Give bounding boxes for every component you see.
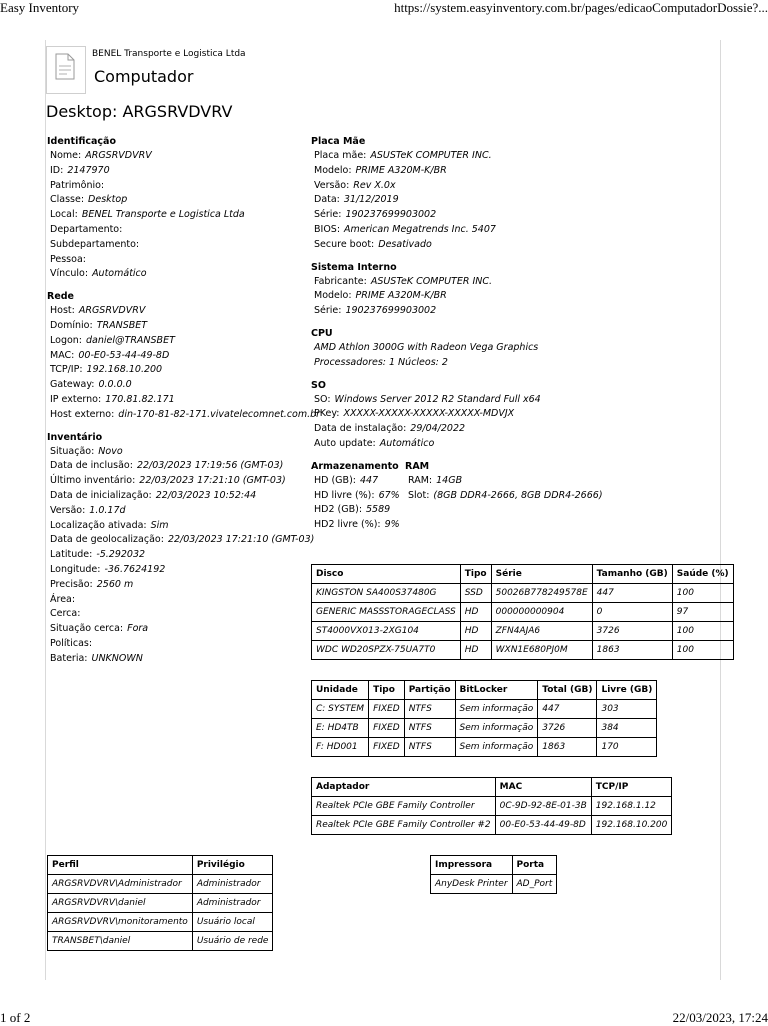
table-cell: HD	[460, 622, 491, 641]
field-value: 2560 m	[96, 578, 134, 590]
field-label: MAC:	[50, 349, 75, 361]
field-row	[47, 267, 307, 282]
field-label: Subdepartamento:	[50, 238, 140, 250]
field-label: HD2 livre (%):	[314, 519, 381, 531]
table-cell: Sem informação	[455, 738, 538, 757]
page-counter: 1 of 2	[0, 1010, 31, 1025]
field-value: Rev X.0x	[353, 179, 396, 191]
field-label: Cerca:	[50, 608, 81, 620]
field-label: Versão:	[50, 504, 86, 516]
field-row	[47, 304, 307, 319]
storage-ram-block	[311, 459, 691, 535]
table-cell: 100	[672, 641, 733, 660]
table-cell: Sem informação	[455, 719, 538, 738]
field-label: Vínculo:	[50, 268, 89, 280]
printers-table	[430, 855, 557, 894]
field-value: daniel@TRANSBET	[86, 334, 175, 346]
inventario-rows	[47, 445, 315, 667]
field-label: Pessoa:	[50, 253, 86, 265]
table-row	[312, 700, 657, 719]
table-cell: AD_Port	[512, 875, 557, 894]
field-value: 192.168.10.200	[86, 364, 163, 376]
table-row	[48, 932, 273, 951]
field-row	[47, 334, 307, 349]
field-value: ARGSRVDVRV	[85, 150, 152, 161]
field-value: 31/12/2019	[343, 194, 399, 206]
table-header-row	[312, 565, 734, 584]
table-cell: AnyDesk Printer	[431, 875, 513, 894]
table-cell: FIXED	[369, 700, 405, 719]
field-row	[47, 504, 307, 519]
field-row	[47, 408, 321, 423]
table-cell: Administrador	[192, 894, 273, 913]
column-header: Partição	[404, 681, 455, 700]
table-cell: WDC WD20SPZX-75UA7T0	[312, 641, 461, 660]
table-cell: 3726	[592, 622, 672, 641]
table-cell: TRANSBET\daniel	[48, 932, 193, 951]
table-cell: Usuário de rede	[192, 932, 273, 951]
field-row	[47, 363, 307, 378]
right-column	[311, 134, 691, 535]
field-label: Versão:	[314, 179, 350, 191]
column-header: Total (GB)	[538, 681, 597, 700]
field-value: Windows Server 2012 R2 Standard Full x64	[334, 393, 541, 405]
field-label: Precisão:	[50, 578, 93, 590]
field-row	[47, 193, 307, 208]
field-label: BIOS:	[314, 223, 341, 235]
table-cell: ZFN4AJA6	[491, 622, 592, 641]
field-label: Data:	[314, 194, 340, 206]
field-row	[47, 459, 307, 474]
table-cell: NTFS	[404, 700, 455, 719]
table-row	[48, 913, 273, 932]
field-row	[311, 149, 691, 164]
column-header: Série	[491, 565, 592, 584]
field-value: 22/03/2023 17:21:10 (GMT-03)	[167, 534, 315, 546]
table-header-row	[312, 681, 657, 700]
field-value: ASUSTeK COMPUTER INC.	[370, 275, 493, 287]
field-label: Situação:	[50, 445, 95, 457]
adapters-table	[311, 777, 672, 835]
field-row	[47, 533, 315, 548]
field-row	[311, 393, 691, 408]
field-value: 00-E0-53-44-49-8D	[78, 349, 170, 361]
field-label: Host:	[50, 305, 75, 317]
table-cell: GENERIC MASSSTORAGECLASS	[312, 603, 461, 622]
ram-rows	[405, 474, 695, 504]
field-label: Placa mãe:	[314, 150, 367, 161]
field-row	[47, 578, 307, 593]
field-row	[47, 223, 307, 238]
field-label: Longitude:	[50, 563, 101, 575]
field-value: TRANSBET	[96, 319, 148, 331]
table-cell: 0C-9D-92-8E-01-3B	[495, 797, 591, 816]
field-row	[311, 223, 691, 238]
field-value: ARGSRVDVRV	[78, 305, 146, 317]
field-label: Data de inicialização:	[50, 489, 152, 501]
table-cell: ARGSRVDVRV\daniel	[48, 894, 193, 913]
field-label: HD (GB):	[314, 474, 356, 486]
field-value: 22/03/2023 17:21:10 (GMT-03)	[139, 475, 286, 487]
column-header: Disco	[312, 565, 461, 584]
cpu-model: AMD Athlon 3000G with Radeon Vega Graphics	[314, 341, 539, 353]
table-cell: 170	[597, 738, 657, 757]
field-row	[47, 238, 307, 253]
section-title-armazenamento: Armazenamento	[311, 460, 399, 472]
table-cell: WXN1E680PJ0M	[491, 641, 592, 660]
column-header: TCP/IP	[591, 778, 672, 797]
field-value: 1.0.17d	[89, 504, 126, 516]
column-header: Tipo	[460, 565, 491, 584]
field-value: 190237699903002	[345, 209, 437, 221]
field-row	[47, 149, 307, 164]
table-cell: 303	[597, 700, 657, 719]
desktop-title: Desktop: ARGSRVDVRV	[46, 102, 233, 121]
field-label: Domínio:	[50, 319, 93, 331]
field-row	[311, 304, 691, 319]
field-label: Série:	[314, 305, 342, 317]
column-header: Tipo	[369, 681, 405, 700]
table-row	[312, 816, 672, 835]
table-cell: NTFS	[404, 719, 455, 738]
field-label: Logon:	[50, 334, 83, 346]
field-label: Local:	[50, 209, 78, 221]
field-label: Série:	[314, 209, 342, 221]
field-value: 2147970	[67, 164, 110, 176]
field-value: 9%	[384, 519, 400, 531]
field-label: Data de instalação:	[314, 423, 407, 435]
field-row	[47, 622, 307, 637]
table-cell: HD	[460, 603, 491, 622]
table-cell: 97	[672, 603, 733, 622]
field-row	[47, 637, 307, 652]
field-label: HD livre (%):	[314, 489, 375, 501]
section-title-cpu: CPU	[311, 327, 333, 339]
field-row	[405, 489, 695, 504]
table-cell: 100	[672, 622, 733, 641]
armazenamento-rows	[311, 474, 406, 533]
field-value: -5.292032	[96, 549, 146, 561]
disks-table	[311, 564, 734, 660]
field-row	[47, 179, 307, 194]
field-row	[47, 593, 307, 608]
table-cell: HD	[460, 641, 491, 660]
field-label: Secure boot:	[314, 238, 375, 250]
field-value: 22/03/2023 17:19:56 (GMT-03)	[136, 460, 284, 472]
table-row	[312, 797, 672, 816]
table-cell: Administrador	[192, 875, 273, 894]
table-row	[48, 894, 273, 913]
document-icon	[53, 52, 77, 82]
column-header: Unidade	[312, 681, 369, 700]
table-cell: 447	[592, 584, 672, 603]
field-label: Slot:	[408, 489, 430, 501]
table-row	[312, 719, 657, 738]
field-value: PRIME A320M-K/BR	[355, 290, 447, 302]
field-value: Desktop	[88, 194, 128, 206]
table-row	[431, 875, 557, 894]
field-row	[47, 607, 307, 622]
identificacao-rows	[47, 149, 307, 282]
table-cell: FIXED	[369, 738, 405, 757]
table-row	[312, 738, 657, 757]
field-value: Automático	[379, 437, 435, 449]
field-label: Modelo:	[314, 290, 352, 302]
field-row	[47, 208, 307, 223]
table-cell: ARGSRVDVRV\Administrador	[48, 875, 193, 894]
table-cell: 447	[538, 700, 597, 719]
field-row	[47, 319, 307, 334]
table-cell: Realtek PCIe GBE Family Controller #2	[312, 816, 496, 835]
table-cell: F: HD001	[312, 738, 369, 757]
field-row	[47, 489, 307, 504]
field-row	[311, 164, 691, 179]
table-header-row	[48, 856, 273, 875]
field-row	[311, 422, 691, 437]
field-row	[47, 652, 307, 667]
drives-table	[311, 680, 657, 757]
field-row	[47, 474, 307, 489]
browser-url: https://system.easyinventory.com.br/pages/edicaoComputadorDossie?...	[394, 0, 768, 15]
field-row	[47, 349, 307, 364]
field-label: Área:	[50, 593, 76, 605]
company-logo	[46, 46, 86, 94]
field-label: Políticas:	[50, 637, 93, 649]
table-cell: FIXED	[369, 719, 405, 738]
field-label: ID:	[50, 164, 64, 176]
field-row	[311, 193, 691, 208]
table-cell: NTFS	[404, 738, 455, 757]
field-label: Data de geolocalização:	[50, 534, 164, 546]
field-label: Host externo:	[50, 408, 115, 420]
column-header: Livre (GB)	[597, 681, 657, 700]
table-cell: 50026B778249578E	[491, 584, 592, 603]
section-title-sistema-interno: Sistema Interno	[311, 261, 397, 273]
field-row	[311, 238, 691, 253]
field-row	[311, 503, 406, 518]
field-label: Data de inclusão:	[50, 460, 133, 472]
field-row	[311, 437, 691, 452]
field-label: Modelo:	[314, 164, 352, 176]
field-value: UNKNOWN	[91, 652, 143, 664]
field-row	[47, 378, 307, 393]
field-row	[47, 563, 307, 578]
field-row	[47, 519, 307, 534]
field-row	[311, 179, 691, 194]
table-row	[312, 641, 734, 660]
table-cell: ARGSRVDVRV\monitoramento	[48, 913, 193, 932]
field-row	[311, 289, 691, 304]
table-header-row	[312, 778, 672, 797]
table-cell: 192.168.1.12	[591, 797, 672, 816]
column-header: Saúde (%)	[672, 565, 733, 584]
field-label: PKey:	[314, 408, 340, 420]
field-value: Fora	[127, 623, 149, 635]
field-value: -36.7624192	[104, 563, 166, 575]
column-header: MAC	[495, 778, 591, 797]
field-value: 29/04/2022	[410, 423, 466, 435]
table-cell: E: HD4TB	[312, 719, 369, 738]
field-value: Desativado	[378, 238, 432, 250]
section-title-inventario: Inventário	[47, 431, 103, 443]
table-cell: 00-E0-53-44-49-8D	[495, 816, 591, 835]
field-value: 22/03/2023 10:52:44	[155, 489, 257, 501]
table-cell: 100	[672, 584, 733, 603]
cpu-cores: Processadores: 1 Núcleos: 2	[314, 356, 448, 368]
left-column	[47, 134, 321, 667]
table-row	[312, 584, 734, 603]
field-label: RAM:	[408, 474, 433, 486]
field-label: Localização ativada:	[50, 519, 147, 531]
table-cell: ST4000VX013-2XG104	[312, 622, 461, 641]
field-label: Auto update:	[314, 437, 376, 449]
so-rows	[311, 393, 691, 452]
field-value: Sim	[150, 519, 169, 531]
column-header: Perfil	[48, 856, 193, 875]
table-cell: 192.168.10.200	[591, 816, 672, 835]
section-title-so: SO	[311, 379, 326, 391]
field-label: Classe:	[50, 194, 85, 206]
field-row	[47, 548, 307, 563]
profiles-table	[47, 855, 273, 951]
table-row	[312, 603, 734, 622]
field-value: 0.0.0.0	[98, 379, 132, 391]
table-cell: SSD	[460, 584, 491, 603]
field-label: HD2 (GB):	[314, 504, 363, 516]
column-header: Porta	[512, 856, 557, 875]
table-cell: 1863	[592, 641, 672, 660]
section-title-ram: RAM	[405, 460, 430, 472]
table-row	[48, 875, 273, 894]
field-label: Patrimônio:	[50, 179, 105, 191]
field-label: Departamento:	[50, 223, 123, 235]
table-cell: 000000000904	[491, 603, 592, 622]
field-row	[311, 489, 406, 504]
table-cell: C: SYSTEM	[312, 700, 369, 719]
section-title-rede: Rede	[47, 291, 75, 303]
sistema-interno-rows	[311, 275, 691, 319]
table-header-row	[431, 856, 557, 875]
field-row	[311, 208, 691, 223]
field-label: Fabricante:	[314, 275, 367, 287]
field-value: American Megatrends Inc. 5407	[344, 223, 496, 235]
field-value: 5589	[366, 504, 391, 516]
field-label: Latitude:	[50, 549, 93, 561]
field-label: Gateway:	[50, 379, 95, 391]
table-cell: Realtek PCIe GBE Family Controller	[312, 797, 496, 816]
field-value: PRIME A320M-K/BR	[355, 164, 447, 176]
field-row	[311, 407, 691, 422]
table-cell: 3726	[538, 719, 597, 738]
table-row	[312, 622, 734, 641]
document-title: Computador	[94, 67, 194, 86]
table-cell: KINGSTON SA400S37480G	[312, 584, 461, 603]
field-label: SO:	[314, 393, 331, 405]
field-row	[311, 275, 691, 290]
column-header: Privilégio	[192, 856, 273, 875]
column-header: Tamanho (GB)	[592, 565, 672, 584]
field-row	[47, 445, 307, 460]
company-name: BENEL Transporte e Logistica Ltda	[92, 49, 246, 59]
field-value: BENEL Transporte e Logistica Ltda	[81, 209, 245, 221]
field-row	[47, 393, 307, 408]
field-value: Novo	[98, 445, 123, 457]
field-label: Último inventário:	[50, 475, 136, 487]
placa-mae-rows	[311, 149, 691, 253]
field-value: 190237699903002	[345, 305, 437, 317]
field-row	[405, 474, 695, 489]
table-cell: 1863	[538, 738, 597, 757]
field-value: 447	[359, 474, 379, 486]
field-row	[311, 474, 406, 489]
field-row	[47, 253, 307, 268]
field-label: TCP/IP:	[50, 364, 83, 376]
field-value: (8GB DDR4-2666, 8GB DDR4-2666)	[433, 489, 603, 501]
section-title-placa-mae: Placa Mãe	[311, 136, 366, 147]
field-value: ASUSTeK COMPUTER INC.	[370, 150, 492, 161]
field-label: Bateria:	[50, 652, 88, 664]
column-header: BitLocker	[455, 681, 538, 700]
field-label: Nome:	[50, 150, 82, 161]
field-label: IP externo:	[50, 393, 102, 405]
table-cell: 384	[597, 719, 657, 738]
browser-page-title: Easy Inventory	[0, 0, 80, 15]
field-value: 14GB	[436, 474, 463, 486]
field-row	[311, 518, 406, 533]
print-timestamp: 22/03/2023, 17:24	[672, 1010, 768, 1025]
field-value: 170.81.82.171	[105, 393, 175, 405]
column-header: Impressora	[431, 856, 513, 875]
table-cell: Sem informação	[455, 700, 538, 719]
table-cell: Usuário local	[192, 913, 273, 932]
field-value: din-170-81-82-171.vivatelecomnet.com.br	[118, 408, 321, 420]
field-value: 67%	[378, 489, 400, 501]
field-value: Automático	[92, 268, 147, 280]
field-label: Situação cerca:	[50, 623, 124, 635]
column-header: Adaptador	[312, 778, 496, 797]
section-title-identificacao: Identificação	[47, 136, 116, 147]
field-value: XXXXX-XXXXX-XXXXX-XXXXX-MDVJX	[343, 408, 515, 420]
table-cell: 0	[592, 603, 672, 622]
field-row	[47, 164, 307, 179]
